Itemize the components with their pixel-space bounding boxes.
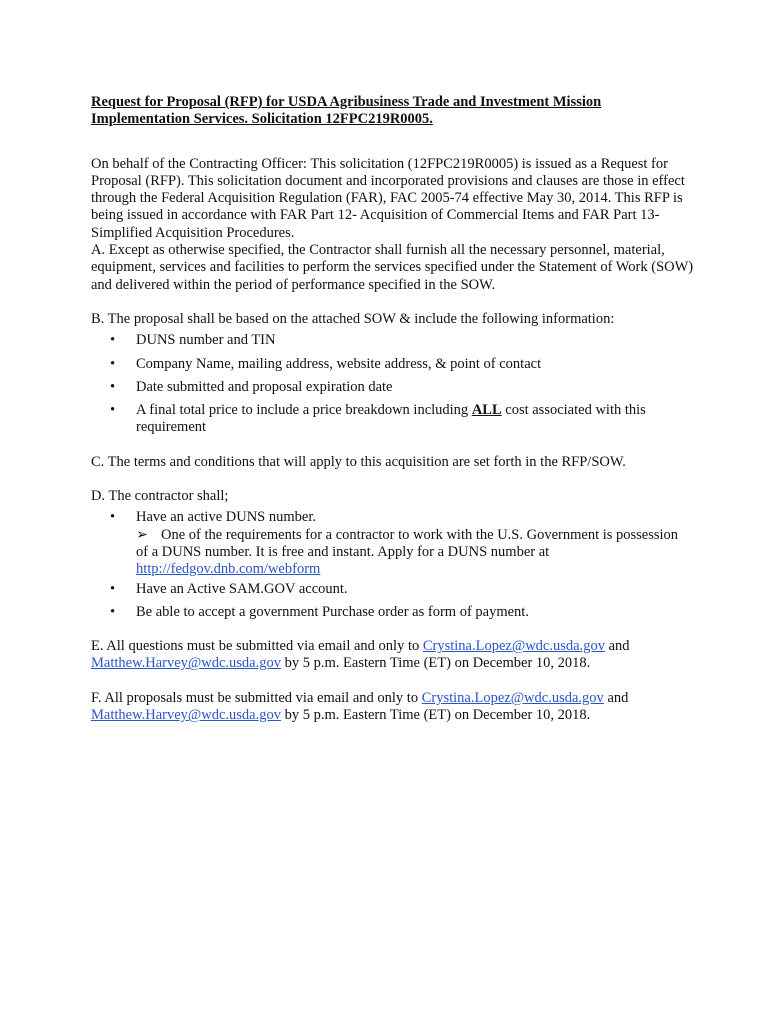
duns-webform-link[interactable]: http://fedgov.dnb.com/webform bbox=[136, 561, 321, 578]
title-line-2: Implementation Services. Solicitation 12FPC219R0005. bbox=[91, 111, 433, 128]
title-line-1: Request for Proposal (RFP) for USDA Agribusiness Trade and Investment Mission bbox=[91, 94, 602, 110]
list-item: • Have an Active SAM.GOV account. bbox=[110, 580, 348, 597]
sub-list-item: ➢ One of the requirements for a contractor to work with the U.S. Government is possession bbox=[136, 526, 679, 543]
arrow-bullet-icon: ➢ bbox=[136, 526, 149, 543]
list-item: • A final total price to include a price breakdown including ALL cost associated with this requirement bbox=[110, 402, 646, 436]
emphasis-all: ALL bbox=[471, 402, 502, 419]
section-b-list bbox=[91, 332, 696, 436]
bullet-icon: • bbox=[110, 332, 116, 349]
section-f-paragraph: F. All proposals must be submitted via email and only to Crystina.Lopez@wdc.usda.gov and Matthew.Harvey@wdc.usda.gov by 5 p.m. Eastern Time (ET) on December 10, 2018. bbox=[91, 689, 629, 724]
document-title bbox=[91, 94, 696, 129]
bullet-icon: • bbox=[110, 603, 116, 620]
section-c-paragraph: C. The terms and conditions that will apply to this acquisition are set forth in the RFP/SOW. bbox=[91, 453, 626, 470]
section-d-list bbox=[91, 509, 696, 544]
section-b-heading: B. The proposal shall be based on the attached SOW & include the following information: bbox=[91, 310, 615, 327]
bullet-icon: • bbox=[110, 509, 116, 526]
list-item: • Company Name, mailing address, website address, & point of contact bbox=[110, 355, 542, 372]
email-link-matthew[interactable]: Matthew.Harvey@wdc.usda.gov bbox=[91, 655, 281, 672]
email-link-crystina[interactable]: Crystina.Lopez@wdc.usda.gov bbox=[422, 638, 605, 655]
intro-paragraph: On behalf of the Contracting Officer: This solicitation (12FPC219R0005) is issued as a Request for Proposal (RFP). This solicitation document and incorporated provisions and clauses are those in effect through the Federal Acquisition Regulation (FAR), FAC 2005-74 effective May 30, 2014. This RFP is being issued in accordance with FAR Part 12- Acquisition of Commercial Items and FAR Part 13- Simplified Acquisition Procedures. bbox=[91, 155, 685, 241]
list-item: • DUNS number and TIN bbox=[110, 332, 276, 349]
section-d-list-continued bbox=[91, 581, 696, 622]
bullet-icon: • bbox=[110, 580, 116, 597]
email-link-crystina[interactable]: Crystina.Lopez@wdc.usda.gov bbox=[421, 689, 604, 706]
email-link-matthew[interactable]: Matthew.Harvey@wdc.usda.gov bbox=[91, 707, 281, 724]
document-page bbox=[91, 94, 696, 724]
bullet-icon: • bbox=[110, 402, 116, 419]
list-item: • Be able to accept a government Purchase order as form of payment. bbox=[110, 603, 529, 620]
list-item: • Have an active DUNS number. ➢ One of the requirements for a contractor to work with the U.S. Government is possession bbox=[91, 509, 696, 544]
bullet-icon: • bbox=[110, 378, 116, 395]
sub-list-continuation: of a DUNS number. It is free and instant. Apply for a DUNS number at http://fedgov.dnb.com/webform bbox=[136, 543, 550, 578]
list-item: • Date submitted and proposal expiration date bbox=[110, 378, 393, 395]
section-a-paragraph: A. Except as otherwise specified, the Contractor shall furnish all the necessary personnel, material, equipment, services and facilities to perform the services specified under the Statement of Work (SOW) and delivered within the period of performance specified in the SOW. bbox=[91, 242, 694, 293]
bullet-icon: • bbox=[110, 355, 116, 372]
section-e-paragraph: E. All questions must be submitted via email and only to Crystina.Lopez@wdc.usda.gov and Matthew.Harvey@wdc.usda.gov by 5 p.m. Eastern Time (ET) on December 10, 2018. bbox=[91, 638, 630, 672]
section-d-heading: D. The contractor shall; bbox=[91, 488, 229, 505]
